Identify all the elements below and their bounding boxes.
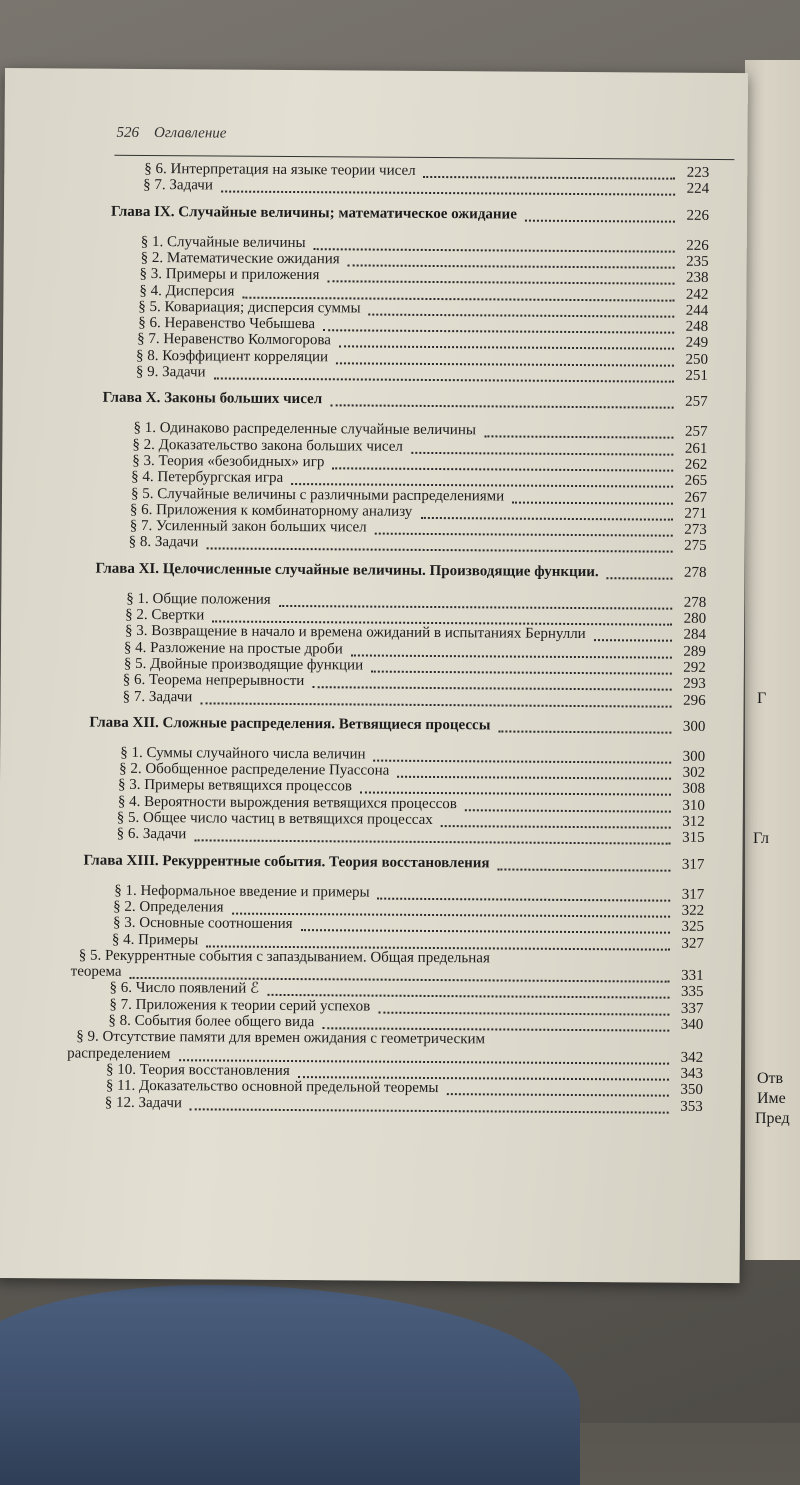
toc-entry-title: § 8. События более общего вида [108,1012,315,1031]
toc-page-number: 223 [686,164,710,181]
toc-page-number: 342 [680,1049,704,1066]
toc-page-number: 312 [682,813,705,830]
dot-leader [212,604,672,625]
toc-page-number: 353 [680,1098,703,1115]
toc-page-number: 289 [683,643,706,660]
toc-chapter-entry [111,203,709,223]
toc-chapter-entry [103,390,708,410]
toc-entry-title: § 6. Число появлений ℰ [109,980,260,998]
dot-leader [498,714,671,733]
toc-entry-title: § 1. Случайные величины [140,233,306,251]
toc-page-number: 257 [685,394,708,411]
toc-page-number: 296 [683,692,706,709]
toc-page-number: 248 [685,318,709,336]
toc-page-number: 278 [683,564,707,581]
toc-page-number: 315 [682,830,705,847]
dot-leader [330,389,674,409]
toc-page-number: 280 [683,610,707,627]
toc-page-number: 262 [684,456,708,473]
toc-page-number: 322 [681,902,705,919]
toc-page-number: 317 [681,886,705,903]
toc-entry-title: § 2. Математические ожидания [140,249,340,268]
toc-entry-title: § 5. Случайные величины с различными распределениями [130,485,505,504]
toc-entry-title: § 4. Вероятности вырождения ветвящихся процессов [117,793,457,812]
toc-section-entry [123,688,706,708]
toc-chapter-entry [89,714,705,734]
toc-page-number: 235 [686,253,709,270]
toc-entry-title: Глава X. Законы больших чисел [102,389,323,408]
toc-entry-title: § 4. Дисперсия [139,282,235,300]
toc-entry-title: § 6. Интерпретация на языке теории чисел [144,160,416,179]
toc-entry-title: § 2. Определения [113,898,224,916]
toc-page-number: 337 [680,1000,704,1017]
dot-leader [206,929,670,950]
facing-page-edge [745,60,800,1260]
toc-entry-title: распределением [67,1045,171,1062]
toc-page-number: 302 [682,764,706,781]
toc-entry-title: § 1. Неформальное введение и примеры [114,882,370,901]
toc-entry-title: § 10. Теория восстановления [105,1061,290,1079]
toc-entry-title: § 3. Примеры ветвящихся процессов [117,777,353,795]
toc-page-number: 335 [681,984,704,1001]
toc-entry-title: § 4. Разложение на простые дроби [123,639,343,657]
toc-entry-title: § 5. Ковариация; дисперсия суммы [138,298,361,317]
toc-chapter-entry [95,560,706,580]
toc-entry-title: § 9. Отсутствие памяти для времен ожидания с геометрическим [76,1028,486,1048]
dot-leader [291,467,673,488]
toc-entry-title: § 12. Задачи [104,1094,183,1111]
toc-chapter-entry [83,852,704,872]
toc-page-number: 238 [685,269,709,287]
toc-page-number: 249 [685,335,709,352]
toc-section-entry [105,1094,703,1114]
toc-page-number: 257 [684,424,708,441]
toc-section-entry [143,177,709,197]
toc-page-number: 340 [680,1016,704,1033]
toc-entry-title: § 4. Петербургская игра [131,469,284,487]
toc-entry-title: § 1. Суммы случайного числа величин [120,744,366,763]
toc-entry-title: § 6. Приложения к комбинаторному анализу [129,501,413,520]
toc-entry-title: § 7. Приложения к теории серий успехов [109,996,371,1015]
toc-section-entry [129,534,707,554]
toc-entry-title: Глава IX. Случайные величины; математическое ожидание [110,203,517,223]
toc-entry-title: Глава XI. Целочисленные случайные величины. Производящие функции. [95,560,599,580]
dot-leader [190,1092,669,1113]
toc-page-number: 310 [682,797,705,814]
toc-page-number: 343 [680,1065,704,1082]
toc-page-number: 250 [685,351,709,368]
toc-page-number: 226 [686,237,709,254]
toc-entry-title: § 7. Задачи [122,688,193,705]
facing-page-fragment: Гл [753,830,770,847]
facing-page-fragment: Име [757,1090,786,1107]
toc-entry-title: § 5. Двойные производящие функции [123,655,364,674]
toc-entry-title: § 6. Теорема непрерывности [122,672,305,690]
book-page [0,68,748,1283]
toc-page-number: 300 [682,748,706,765]
facing-page-fragment: Г [757,690,767,707]
toc-page-number: 317 [681,856,705,873]
dot-leader [214,361,674,382]
toc-page-number: 244 [685,302,709,319]
toc-page-number: 271 [684,505,707,522]
toc-entry-title: § 7. Неравенство Колмогорова [137,331,332,349]
toc-entry-title: § 11. Доказательство основной предельной теоремы [105,1077,439,1097]
dot-leader [525,203,675,222]
toc-page-number: 292 [683,659,706,676]
toc-entry-title: § 8. Коэффициент корреляции [135,347,329,365]
toc-entry-title: § 7. Усиленный закон больших чисел [129,517,367,536]
toc-page-number: 284 [683,627,707,644]
toc-page-number: 265 [684,472,708,490]
toc-page-number: 242 [685,286,709,303]
toc-page-number: 273 [684,521,707,539]
toc-entry-title: § 1. Общие положения [126,590,271,608]
toc-entry-title: § 5. Рекуррентные события с запаздыванием. Общая предельная [78,947,490,967]
toc-entry-title: § 3. Возвращение в начало и времена ожиданий в испытаниях Бернулли [125,623,586,643]
dot-leader [200,686,671,707]
toc-entry-title: § 1. Одинаково распределенные случайные величины [133,420,477,439]
toc-entry-title: § 3. Теория «безобидных» игр [132,452,325,471]
toc-page-number: 331 [681,967,704,984]
toc-entry-title: § 7. Задачи [143,177,213,194]
toc-entry-title: § 2. Свертки [125,606,205,624]
toc-page-number: 278 [683,594,707,611]
toc-entry-title: § 5. Общее число частиц в ветвящихся процессах [116,809,433,829]
toc-page-number: 275 [684,538,707,555]
toc-entry-title: § 3. Основные соотношения [112,914,293,933]
toc-page-number: 325 [681,918,705,936]
dot-leader [498,852,671,871]
header-title: Оглавление [153,125,227,142]
toc-page-number: 350 [680,1081,703,1099]
dot-leader [322,1011,669,1031]
toc-entry-title: § 2. Обобщенное распределение Пуассона [119,760,390,779]
toc-entry-title: § 6. Задачи [116,826,187,843]
dot-leader [206,532,672,553]
facing-page-fragment: Отв [757,1070,784,1087]
toc-page-number: 300 [682,718,706,735]
toc-page-number: 251 [685,367,708,384]
toc-page-number: 308 [682,781,706,798]
toc-entry-title: § 4. Примеры [111,931,199,948]
toc-section-entry [136,364,708,384]
toc-entry-title: § 3. Примеры и приложения [139,266,320,284]
toc-page-number: 226 [686,207,710,224]
dot-leader [221,175,675,196]
toc-page-number: 224 [686,181,710,198]
page-number: 526 [116,124,140,141]
toc-page-number: 293 [683,675,706,693]
toc-entry-title: теорема [70,963,122,980]
toc-section-entry [117,826,705,846]
toc-entry-title: § 2. Доказательство закона больших чисел [132,436,404,455]
toc-entry-title: Глава XII. Сложные распределения. Ветвящиеся процессы [89,714,491,734]
dot-leader [607,561,673,579]
toc-page-number: 327 [681,935,704,952]
toc-entry-title: Глава XIII. Рекуррентные события. Теория восстановления [83,852,490,871]
toc-page-number: 261 [684,440,708,457]
toc-entry-title: § 6. Неравенство Чебышева [138,315,316,333]
toc-entry-title: § 8. Задачи [128,534,199,551]
toc-entry-title: § 9. Задачи [135,363,206,381]
dot-leader [194,824,670,845]
facing-page-fragment: Пред [755,1110,790,1127]
toc-page-number: 267 [684,489,708,506]
page-header [116,125,226,143]
